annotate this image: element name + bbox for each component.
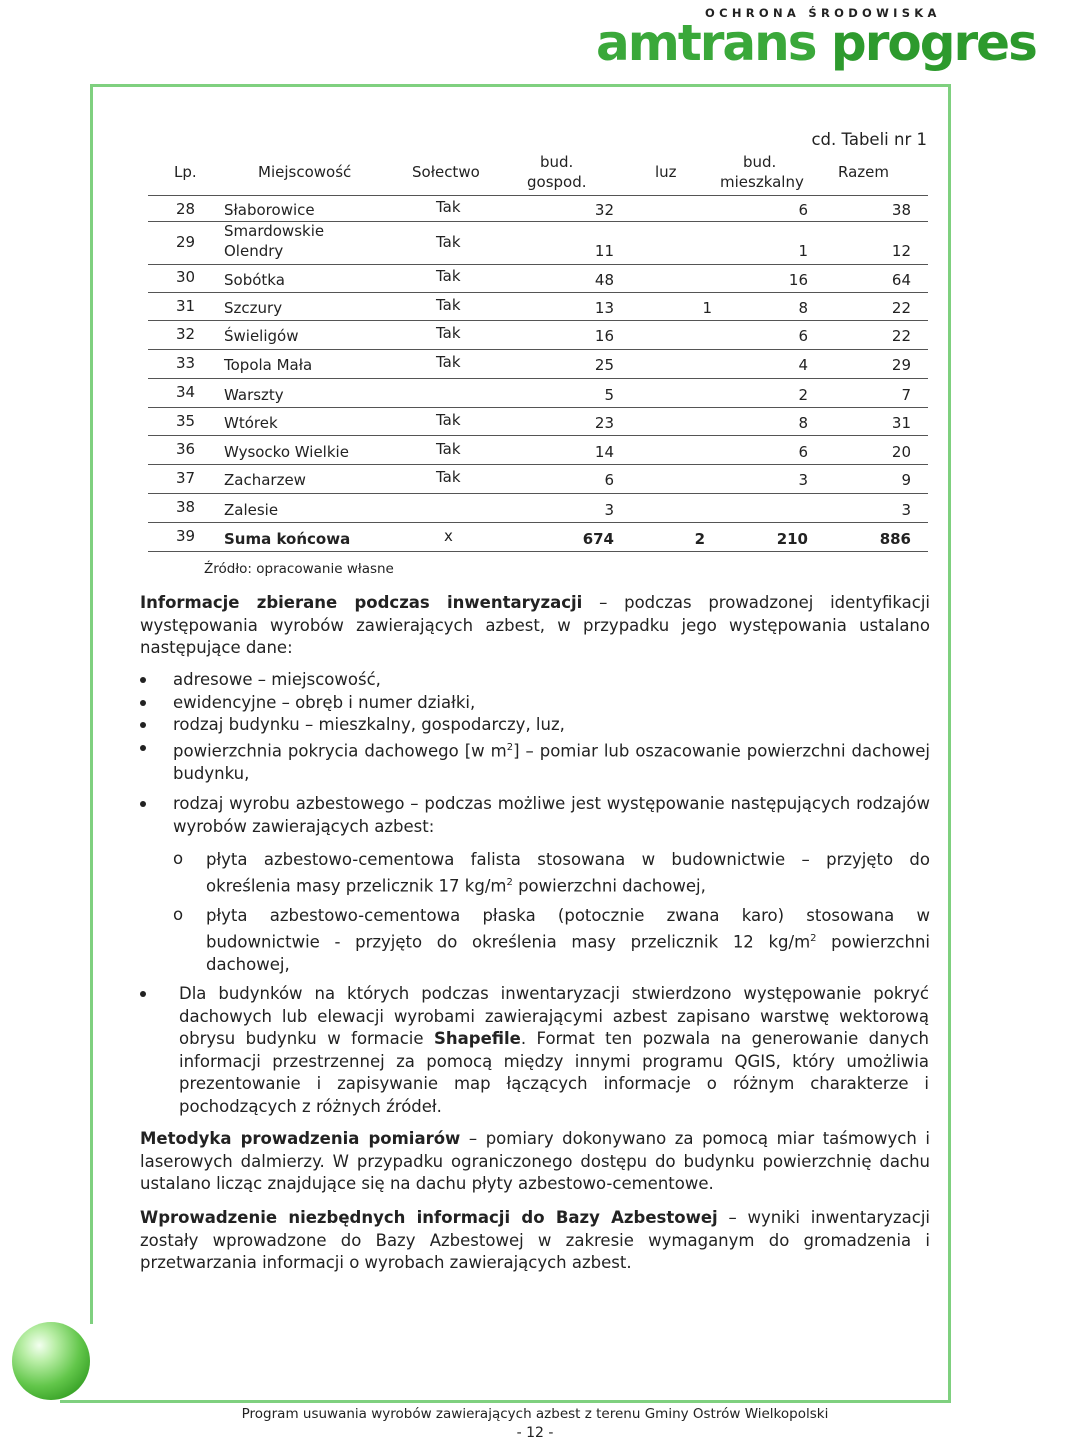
sub-list-text: płyta azbestowo-cementowa falista stosowana w budownictwie – przyjęto do określenia masy przelicznik 17 kg/m [206, 850, 930, 895]
cell-miejscowosc: Warszty [224, 386, 284, 404]
row-rule [148, 349, 928, 350]
superscript: 2 [810, 932, 817, 944]
cell-miejscowosc: Zalesie [224, 501, 279, 519]
brand-logo [596, 15, 1036, 71]
cell-razem: 64 [891, 271, 911, 289]
cell-mieszkalny: 6 [798, 201, 808, 219]
cell-lp: 29 [176, 233, 196, 251]
cell-miejscowosc: Topola Mała [224, 356, 313, 374]
cell-gospod: 25 [594, 356, 614, 374]
paragraph-informacje [140, 592, 930, 660]
sub-bullet-icon: o [173, 905, 184, 924]
cell-mieszkalny: 2 [798, 386, 808, 404]
cell-razem: 886 [879, 530, 911, 548]
cell-luz: 2 [694, 530, 705, 548]
footer-program-title: Program usuwania wyrobów zawierających azbest z terenu Gminy Ostrów Wielkopolski [241, 1406, 829, 1422]
cell-razem: 3 [901, 501, 911, 519]
cell-lp: 39 [176, 527, 196, 545]
cell-miejscowosc: Suma końcowa [224, 530, 351, 548]
cell-solectwo: Tak [436, 353, 461, 371]
cell-mieszkalny: 16 [788, 271, 808, 289]
list-item: ewidencyjne – obręb i numer działki, [173, 693, 476, 712]
green-ball-decoration [12, 1322, 90, 1400]
table-header-rule [148, 195, 928, 196]
row-rule [148, 320, 928, 321]
header-luz: luz [655, 163, 677, 181]
frame-left-line [90, 84, 93, 1324]
frame-right-line [948, 84, 951, 1402]
superscript: 2 [506, 876, 513, 888]
cell-razem: 38 [891, 201, 911, 219]
header-miejscowosc: Miejscowość [258, 163, 352, 181]
cell-mieszkalny: 6 [798, 327, 808, 345]
cell-razem: 12 [891, 242, 911, 260]
cell-solectwo: Tak [436, 267, 461, 285]
cell-solectwo: Tak [436, 440, 461, 458]
paragraph-heading: Metodyka prowadzenia pomiarów [140, 1129, 461, 1148]
cell-razem: 29 [891, 356, 911, 374]
cell-miejscowosc-line2: Olendry [224, 242, 284, 260]
cell-lp: 37 [176, 469, 196, 487]
brand-name-2: progres [815, 14, 1036, 72]
list-item: rodzaj budynku – mieszkalny, gospodarczy, luz, [173, 715, 565, 734]
cell-razem: 31 [891, 414, 911, 432]
cell-mieszkalny: 3 [798, 471, 808, 489]
cell-gospod: 32 [594, 201, 614, 219]
page-number: - 12 - [516, 1425, 554, 1441]
header-bud-gospod-1: bud. [540, 153, 574, 171]
header-bud-gospod-2: gospod. [527, 173, 587, 191]
table-bottom-rule [148, 551, 928, 552]
frame-top-line [90, 84, 950, 87]
cell-gospod: 23 [594, 414, 614, 432]
cell-gospod: 11 [594, 242, 614, 260]
bullet-icon [140, 700, 146, 706]
cell-gospod: 14 [594, 443, 614, 461]
superscript: 2 [506, 742, 514, 753]
cell-miejscowosc: Świeligów [224, 327, 299, 345]
header-bud-mieszkalny-2: mieszkalny [720, 173, 804, 191]
cell-mieszkalny: 6 [798, 443, 808, 461]
list-item: adresowe – miejscowość, [173, 670, 381, 689]
frame-bottom-line [60, 1400, 951, 1403]
list-item-text: ] – pomiar lub oszacowanie powierzchni dachowej budynku, [173, 741, 930, 783]
cell-lp: 32 [176, 325, 196, 343]
cell-mieszkalny: 210 [776, 530, 808, 548]
cell-lp: 33 [176, 354, 196, 372]
cell-mieszkalny: 8 [798, 414, 808, 432]
bullet-icon [140, 801, 146, 807]
row-rule [148, 378, 928, 379]
cell-solectwo: Tak [436, 468, 461, 486]
bullet-icon [140, 677, 146, 683]
sub-list-text: powierzchni dachowej, [512, 876, 706, 895]
cell-gospod: 16 [594, 327, 614, 345]
cell-luz: 1 [702, 299, 712, 317]
cell-lp: 31 [176, 297, 196, 315]
paragraph-text: – pomiary dokonywano za pomocą miar taśmowych i laserowych dalmierzy. W przypadku ograniczonego dostępu do budynku powierzchnię dachu ustalano licząc znajdujące się na dachu płyty azbestowo-cementowe. [140, 1129, 930, 1193]
list-item: rodzaj wyrobu azbestowego – podczas możliwe jest występowanie następujących rodzajów wyrobów zawierających azbest: [173, 794, 930, 836]
cell-mieszkalny: 8 [798, 299, 808, 317]
sub-list-text: powierzchni dachowej, [206, 932, 930, 974]
cell-miejscowosc: Zacharzew [224, 471, 306, 489]
paragraph-heading: Wprowadzenie niezbędnych informacji do Bazy Azbestowej [140, 1208, 718, 1227]
cell-gospod: 13 [594, 299, 614, 317]
cell-gospod: 3 [604, 501, 614, 519]
cell-razem: 7 [901, 386, 911, 404]
row-rule [148, 292, 928, 293]
cell-lp: 28 [176, 200, 196, 218]
cell-miejscowosc: Sobótka [224, 271, 285, 289]
paragraph-heading: Informacje zbierane podczas inwentaryzacji [140, 593, 583, 612]
cell-lp: 34 [176, 383, 196, 401]
cell-solectwo: Tak [436, 233, 461, 251]
list-item [173, 737, 930, 786]
cell-solectwo: x [444, 527, 453, 545]
header-bud-mieszkalny-1: bud. [743, 153, 777, 171]
paragraph-metodyka [140, 1128, 930, 1196]
cell-razem: 20 [891, 443, 911, 461]
header-solectwo: Sołectwo [412, 163, 480, 181]
row-rule [148, 493, 928, 494]
bullet-icon [140, 722, 146, 728]
row-rule [148, 407, 928, 408]
sub-list-item [206, 905, 930, 976]
cell-miejscowosc-line1: Smardowskie [224, 222, 325, 240]
bullet-icon [140, 991, 146, 997]
sub-list-text: płyta azbestowo-cementowa płaska (potocznie zwana karo) stosowana w budownictwie - przyjęto do określenia masy przelicznik 12 kg/m [206, 906, 930, 951]
list-item-shapefile [179, 983, 929, 1118]
sub-bullet-icon: o [173, 849, 184, 868]
format-name: Shapefile [434, 1029, 521, 1048]
cell-mieszkalny: 1 [798, 242, 808, 260]
list-item-text: . Format ten pozwala na generowanie danych informacji przestrzennej za pomocą między innymi programu QGIS, który umożliwia prezentowanie i zapisywanie map łączących informacje o różnym charakterze i pochodzących z różnych źródeł. [179, 1029, 930, 1116]
cell-razem: 22 [891, 299, 911, 317]
paragraph-text: – podczas prowadzonej identyfikacji występowania wyrobów zawierających azbest, w przypadku jego występowania ustalano następujące dane: [140, 593, 931, 657]
cell-miejscowosc: Wysocko Wielkie [224, 443, 349, 461]
header-lp: Lp. [174, 163, 197, 181]
cell-gospod: 5 [604, 386, 614, 404]
brand-subtitle: OCHRONA ŚRODOWISKA [705, 6, 941, 20]
cell-gospod: 674 [582, 530, 614, 548]
bullet-icon [140, 745, 146, 751]
cell-miejscowosc: Wtórek [224, 414, 278, 432]
cell-miejscowosc: Słaborowice [224, 201, 315, 219]
brand-name-1: amtrans [596, 14, 816, 72]
row-rule [148, 264, 928, 265]
cell-solectwo: Tak [436, 296, 461, 314]
list-item-text: Dla budynków na których podczas inwentaryzacji stwierdzono występowanie pokryć dachowych lub elewacji wyrobami zawierającymi azbest zapisano warstwę wektorową obrysu budynku w formacie [179, 984, 929, 1048]
cell-lp: 30 [176, 268, 196, 286]
cell-razem: 9 [901, 471, 911, 489]
cell-miejscowosc: Szczury [224, 299, 283, 317]
cell-solectwo: Tak [436, 411, 461, 429]
cell-solectwo: Tak [436, 198, 461, 216]
cell-solectwo: Tak [436, 324, 461, 342]
paragraph-text: – wyniki inwentaryzacji zostały wprowadzone do Bazy Azbestowej w zakresie wymaganym do gromadzenia i przetwarzania informacji o wyrobach zawierających azbest. [140, 1208, 930, 1272]
table-caption: cd. Tabeli nr 1 [811, 130, 927, 149]
cell-lp: 38 [176, 498, 196, 516]
table-source: Źródło: opracowanie własne [204, 561, 394, 577]
cell-mieszkalny: 4 [798, 356, 808, 374]
cell-gospod: 48 [594, 271, 614, 289]
row-rule [148, 435, 928, 436]
cell-lp: 36 [176, 440, 196, 458]
row-rule [148, 464, 928, 465]
header-razem: Razem [838, 163, 889, 181]
sub-list-item [206, 849, 930, 898]
paragraph-wprowadzenie [140, 1207, 930, 1275]
list-item-text: powierzchnia pokrycia dachowego [w m [173, 741, 507, 761]
cell-gospod: 6 [604, 471, 614, 489]
row-rule [148, 522, 928, 523]
cell-razem: 22 [891, 327, 911, 345]
cell-lp: 35 [176, 412, 196, 430]
